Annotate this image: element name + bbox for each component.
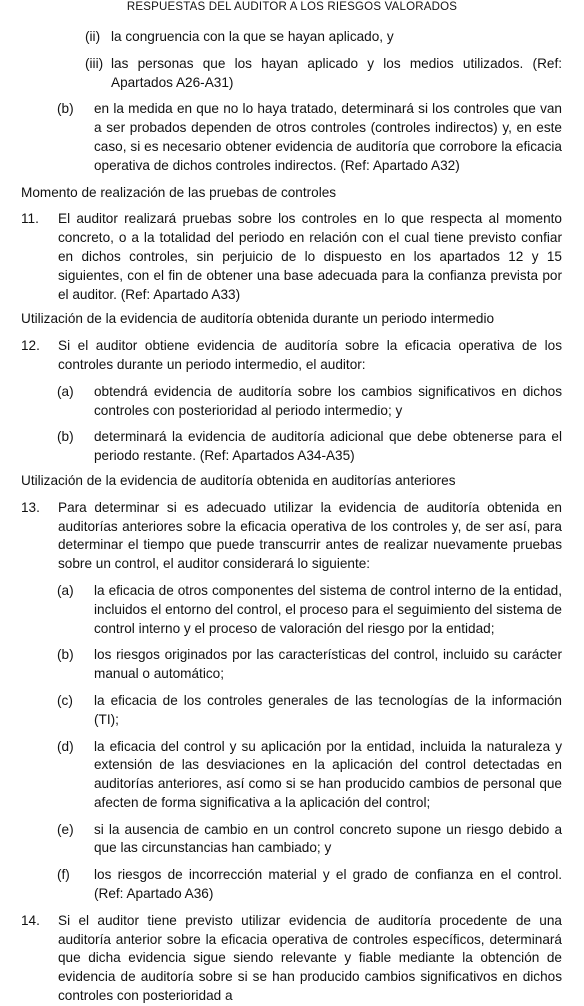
paragraph-13-item-b: [57, 646, 562, 684]
item-text: la eficacia de otros componentes del sistema de control interno de la entidad, incluidos el entorno del control, el proceso para el seguimiento del sistema de control interno y el proceso de valoración del riesgo por la entidad;: [94, 582, 562, 636]
paragraph-number: 11.: [21, 211, 39, 227]
section-heading: Utilización de la evidencia de auditoría obtenida en auditorías anteriores: [21, 472, 456, 488]
item-marker: (e): [57, 821, 74, 837]
paragraph-text: Si el auditor tiene previsto utilizar evidencia de auditoría procedente de una auditoría anterior sobre la eficacia operativa de controles específicos, determinará que dicha evidencia sigue siendo relevante y fiable mediante la obtención de evidencia de auditoría sobre si se han producido cambios significativos en dichos controles con posterioridad a: [58, 912, 562, 1004]
item-marker: (b): [57, 101, 74, 117]
paragraph-text: Si el auditor obtiene evidencia de auditoría sobre la eficacia operativa de los controles durante un periodo intermedio, el auditor:: [58, 338, 562, 372]
paragraph-13-item-d: [57, 738, 562, 813]
paragraph-13-item-e: [57, 821, 562, 859]
paragraph-12-item-b: [57, 428, 562, 466]
item-text: los riesgos de incorrección material y el grado de confianza en el control. (Ref: Apartado A36): [94, 867, 562, 902]
sub-item-ii: [85, 28, 562, 47]
paragraph-number: 13.: [21, 499, 40, 515]
item-marker: (b): [57, 429, 74, 445]
paragraph-13-item-a: [57, 582, 562, 638]
section-heading: Momento de realización de las pruebas de controles: [21, 184, 337, 200]
section-heading: Utilización de la evidencia de auditoría obtenida durante un periodo intermedio: [21, 311, 495, 327]
paragraph-12-item-a: [57, 383, 562, 421]
item-marker: (b): [57, 647, 74, 663]
item-text: los riesgos originados por las características del control, incluido su carácter manual o automático;: [94, 647, 562, 682]
paragraph-13-item-c: [57, 692, 562, 730]
item-marker: (f): [57, 867, 70, 883]
item-text: si la ausencia de cambio en un control concreto supone un riesgo debido a que las circunstancias han cambiado; y: [94, 821, 562, 856]
sub-item-marker: (iii): [85, 55, 104, 71]
page-header: RESPUESTAS DEL AUDITOR A LOS RIESGOS VALORADOS: [126, 1, 458, 13]
item-text: en la medida en que no lo haya tratado, determinará si los controles que van a ser probados dependen de otros controles (controles indirectos) y, en este caso, si es necesario obtener evidencia de auditoría que corrobore la eficacia operativa de dichos controles indirectos. (Ref: Apartado A32): [94, 101, 562, 173]
paragraph-text: El auditor realizará pruebas sobre los controles en lo que respecta al momento concreto, o a la totalidad del periodo en relación con el cual tiene previsto confiar en dichos controles, sin perjuicio de lo dispuesto en los apartados 12 y 15 siguientes, con el fin de obtener una base adecuada para la confianza prevista por el auditor. (Ref: Apartado A33): [58, 211, 562, 302]
sub-item-text: la congruencia con la que se hayan aplicado, y: [111, 29, 394, 44]
item-text: la eficacia de los controles generales de las tecnologías de la información (TI);: [94, 692, 562, 727]
document-body: [0, 28, 584, 1006]
paragraph-13-item-f: [57, 866, 562, 904]
sub-item-marker: (ii): [85, 29, 101, 44]
paragraph-11: [21, 210, 562, 304]
item-marker: (c): [57, 692, 73, 708]
item-text: la eficacia del control y su aplicación por la entidad, incluida la naturaleza y extensión de las desviaciones en la aplicación del control detectadas en auditorías anteriores, así como si se han producido cambios de personal que afecten de forma significativa a la aplicación del control;: [94, 738, 562, 810]
item-marker: (a): [57, 582, 74, 598]
paragraph-number: 14.: [21, 912, 40, 928]
paragraph-number: 12.: [21, 338, 40, 354]
sub-item-text: las personas que los hayan aplicado y los medios utilizados. (Ref: Apartados A26-A31): [111, 55, 562, 90]
paragraph-text: Para determinar si es adecuado utilizar la evidencia de auditoría obtenida en auditorías anteriores sobre la eficacia operativa de los controles y, de ser así, para determinar el tiempo que puede transcurrir antes de realizar nuevamente pruebas sobre un control, el auditor considerará lo siguiente:: [58, 499, 562, 572]
paragraph-14: [21, 912, 562, 1006]
paragraph-12: [21, 337, 562, 375]
item-text: determinará la evidencia de auditoría adicional que debe obtenerse para el periodo restante. (Ref: Apartados A34-A35): [94, 429, 562, 464]
sub-item-iii: [85, 55, 562, 93]
item-b-indirect-controls: [57, 100, 562, 175]
item-marker: (a): [57, 383, 74, 399]
item-marker: (d): [57, 738, 74, 754]
item-text: obtendrá evidencia de auditoría sobre los cambios significativos en dichos controles con posterioridad al periodo intermedio; y: [94, 383, 562, 418]
paragraph-13: [21, 499, 562, 574]
